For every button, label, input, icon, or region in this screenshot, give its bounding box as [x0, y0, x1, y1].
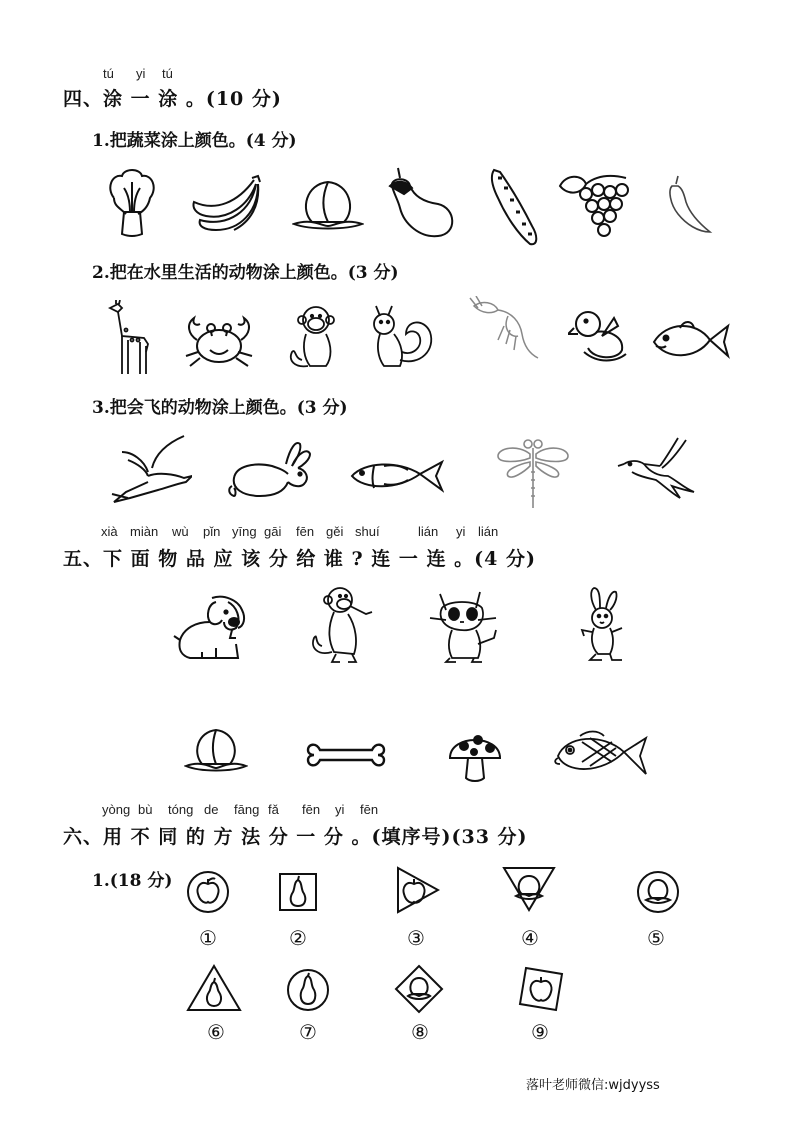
swallow-icon[interactable] [616, 436, 696, 500]
crab-icon[interactable] [182, 304, 256, 374]
pinyin-yi-2: yi [456, 524, 466, 539]
pinyin-yi-3: yi [335, 802, 345, 817]
peach-2-icon[interactable] [184, 728, 248, 774]
giraffe-icon[interactable] [104, 300, 154, 378]
fish-3-icon[interactable] [552, 728, 648, 782]
dog-icon[interactable] [172, 592, 250, 664]
section-6-title: 六、用 不 同 的 方 法 分 一 分 。(填序号)(33 分) [63, 826, 528, 848]
label-9: ⑨ [531, 1020, 549, 1044]
pear-in-circle[interactable] [286, 968, 330, 1012]
peach-in-triangle[interactable] [502, 866, 556, 912]
footer-contact: 落叶老师微信:wjdyyss [526, 1078, 660, 1093]
label-8: ⑧ [411, 1020, 429, 1044]
section-4-title: 四、涂 一 涂 。(10 分) [63, 88, 282, 110]
duck-icon[interactable] [568, 304, 628, 364]
label-3: ③ [407, 926, 425, 950]
dove-icon[interactable] [108, 432, 192, 506]
chili-icon[interactable] [664, 174, 714, 236]
pinyin-tu-1: tú [103, 66, 114, 81]
bone-icon[interactable] [306, 740, 386, 770]
pinyin-mian: miàn [130, 524, 159, 539]
peach-icon[interactable] [292, 176, 364, 232]
pinyin-xia: xià [101, 524, 118, 539]
shrimp-icon[interactable] [468, 296, 540, 368]
pinyin-tong: tóng [168, 802, 194, 817]
pinyin-wu: wù [172, 524, 189, 539]
eggplant-icon[interactable] [384, 164, 460, 240]
banana-icon[interactable] [188, 172, 266, 234]
label-7: ⑦ [299, 1020, 317, 1044]
pinyin-fen-3: fēn [360, 802, 379, 817]
pinyin-bu: bù [138, 802, 153, 817]
grape-icon[interactable] [556, 170, 634, 242]
monkey-sitting-icon[interactable] [284, 302, 342, 374]
peach-in-circle[interactable] [636, 870, 680, 914]
cabbage-icon[interactable] [104, 168, 160, 240]
pinyin-yong: yòng [102, 802, 131, 817]
apple-in-triangle[interactable] [394, 866, 440, 914]
label-5: ⑤ [647, 926, 665, 950]
label-2: ② [289, 926, 307, 950]
pinyin-fa: fǎ [268, 802, 279, 817]
rabbit-icon[interactable] [578, 586, 628, 664]
section-5-title: 五、下 面 物 品 应 该 分 给 谁 ? 连 一 连 。(4 分) [63, 548, 536, 570]
q4-1-prompt: 1.把蔬菜涂上颜色。(4 分) [92, 131, 297, 151]
cucumber-icon[interactable] [486, 166, 540, 248]
pinyin-pin: pǐn [203, 524, 221, 539]
label-4: ④ [521, 926, 539, 950]
fish-2-icon[interactable] [348, 458, 444, 494]
apple-in-tilted-square[interactable] [516, 964, 566, 1014]
pinyin-fen: fēn [296, 524, 315, 539]
label-1: ① [199, 926, 217, 950]
pinyin-ying: yīng [232, 524, 257, 539]
mushroom-icon[interactable] [446, 724, 504, 784]
pinyin-gai: gāi [264, 524, 282, 539]
fish-icon[interactable] [650, 316, 730, 366]
pear-in-triangle[interactable] [186, 964, 242, 1012]
dragonfly-icon[interactable] [494, 436, 572, 510]
label-6: ⑥ [207, 1020, 225, 1044]
pinyin-fen-2: fēn [302, 802, 321, 817]
apple-in-circle[interactable] [186, 870, 230, 914]
pinyin-lian-1: lián [418, 524, 439, 539]
q4-3-prompt: 3.把会飞的动物涂上颜色。(3 分) [92, 398, 348, 418]
pinyin-tu-2: tú [162, 66, 173, 81]
peach-in-diamond[interactable] [394, 964, 444, 1014]
pinyin-gei: gěi [326, 524, 344, 539]
pinyin-yi: yi [136, 66, 146, 81]
pear-in-square[interactable] [278, 872, 318, 912]
monkey-icon[interactable] [306, 582, 378, 666]
pinyin-lian-2: lián [478, 524, 499, 539]
pinyin-shui: shuí [355, 524, 380, 539]
pinyin-fang: fāng [234, 802, 260, 817]
q4-2-prompt: 2.把在水里生活的动物涂上颜色。(3 分) [92, 263, 399, 283]
rabbit-lying-icon[interactable] [226, 438, 316, 502]
pinyin-de: de [204, 802, 219, 817]
q6-1-prompt: 1.(18 分) [92, 871, 173, 891]
cat-icon[interactable] [426, 588, 500, 664]
squirrel-icon[interactable] [366, 300, 438, 374]
